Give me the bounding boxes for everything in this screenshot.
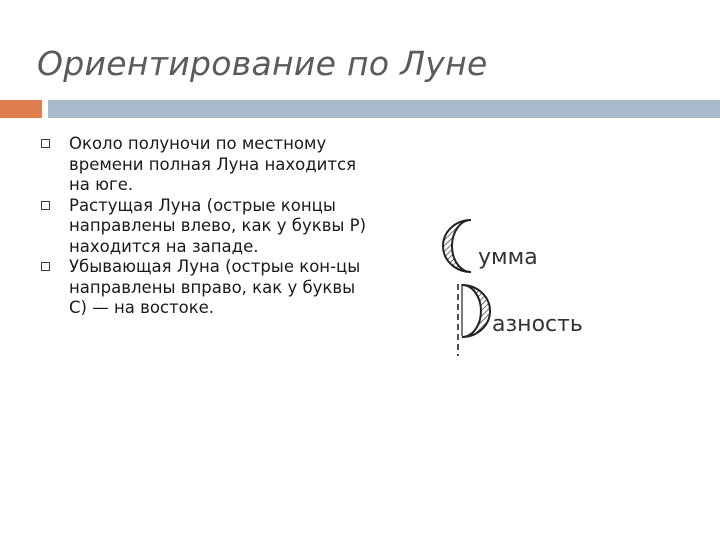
bullet-item	[40, 134, 370, 196]
square-bullet-icon	[41, 139, 50, 148]
bullet-text: Убывающая Луна (острые кон-цы направлены вправо, как у буквы С) — на востоке.	[69, 257, 361, 317]
bullet-text: Растущая Луна (острые концы направлены влево, как у буквы Р) находится на западе.	[69, 195, 367, 256]
waning-moon-crescent-icon	[443, 220, 471, 272]
square-bullet-icon	[41, 262, 50, 271]
bullet-item	[40, 196, 370, 258]
bullet-item	[40, 257, 370, 319]
waxing-moon-crescent-icon	[458, 284, 490, 356]
square-bullet-icon	[41, 201, 50, 210]
waning-moon-label: умма	[478, 245, 538, 270]
moon-phase-figure	[436, 214, 606, 364]
slide-title: Ориентирование по Луне	[37, 44, 488, 83]
bullet-text: Около полуночи по местному времени полная Луна находится на юге.	[69, 134, 357, 194]
accent-bar-blue	[48, 100, 720, 118]
waxing-moon-label: азность	[492, 312, 583, 337]
bullet-list	[40, 134, 370, 319]
accent-bar-orange	[0, 100, 42, 118]
